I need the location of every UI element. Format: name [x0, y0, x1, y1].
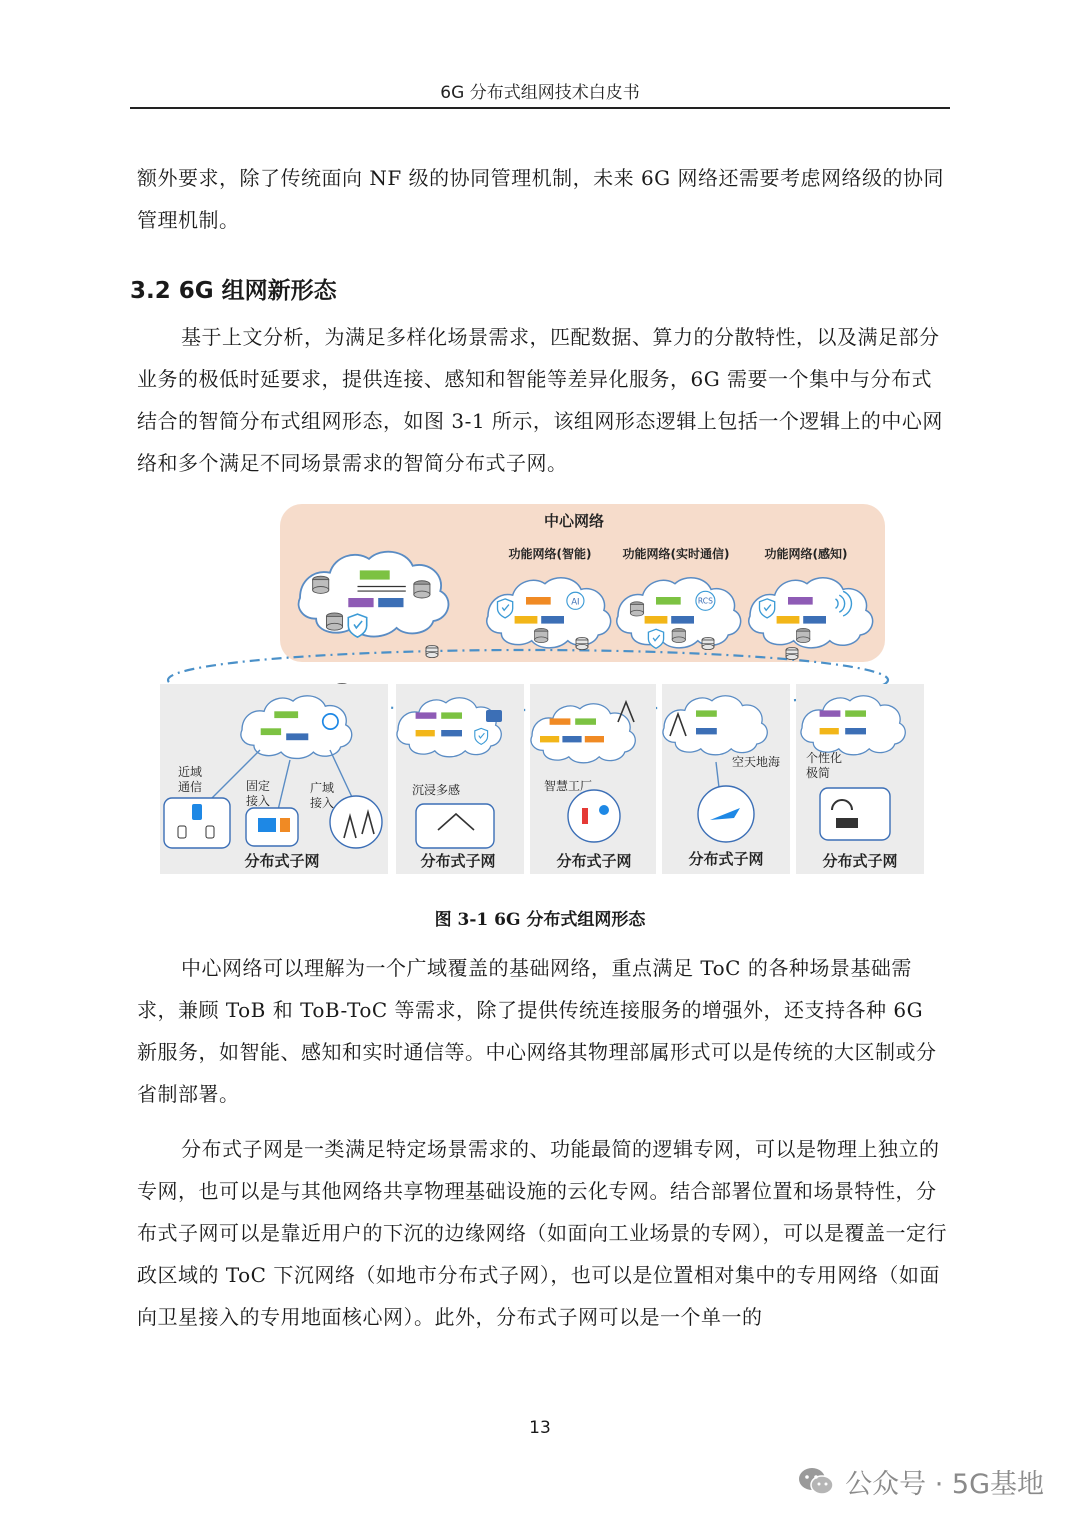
scenario-near-label: 近域通信 — [178, 765, 203, 794]
subnet-label-1: 分布式子网 — [244, 852, 320, 870]
ai-badge: AI — [571, 597, 580, 608]
center-network-title: 中心网络 — [543, 512, 605, 530]
figure-caption: 图 3-1 6G 分布式组网形态 — [434, 910, 646, 930]
watermark — [797, 1462, 1044, 1501]
section-heading: 3.2 6G 组网新形态 — [130, 278, 337, 304]
scenario-wide-label: 广域接入 — [310, 781, 335, 810]
wechat-icon — [797, 1466, 835, 1498]
scenario-personal-label: 个性化极简 — [806, 751, 843, 780]
page-number: 13 — [529, 1418, 551, 1438]
subnet-label-5: 分布式子网 — [822, 852, 898, 870]
paragraph-2: 基于上文分析，为满足多样化场景需求，匹配数据、算力的分散特性，以及满足部分业务的极低时延要求，提供连接、感知和智能等差异化服务，6G 需要一个集中与分布式结合的智简分布式组网形态，如图 3-1 所示，该组网形态逻辑上包括一个逻辑上的中心网络和多个满足不同场景需求的智简分布式子网。 — [137, 325, 943, 475]
figure-distributed-network — [160, 500, 925, 880]
scenario-immersive-label: 沉浸多感 — [412, 783, 461, 797]
scenario-factory-label: 智慧工厂 — [544, 779, 593, 793]
watermark-text: 公众号 · 5G基地 — [845, 1469, 1044, 1500]
paragraph-3: 中心网络可以理解为一个广域覆盖的基础网络，重点满足 ToC 的各种场景基础需求，兼顾 ToB 和 ToB-ToC 等需求，除了提供传统连接服务的增强外，还支持各种 6G 新服务，如智能、感知和实时通信等。中心网络其物理部属形式可以是传统的大区制或分省制部署。 — [137, 956, 937, 1106]
rcs-badge: RCS — [697, 596, 713, 606]
paragraph-1: 额外要求，除了传统面向 NF 级的协同管理机制，未来 6G 网络还需要考虑网络级的协同管理机制。 — [137, 166, 945, 232]
function-network-ai-label: 功能网络(智能) — [508, 547, 592, 561]
page-header: 6G 分布式组网技术白皮书 — [440, 83, 640, 103]
function-network-sense-label: 功能网络(感知) — [764, 547, 848, 561]
paragraph-4: 分布式子网是一类满足特定场景需求的、功能最简的逻辑专网，可以是物理上独立的专网，也可以是与其他网络共享物理基础设施的云化专网。结合部署位置和场景特性，分布式子网可以是靠近用户的下沉的边缘网络（如面向工业场景的专网），可以是覆盖一定行政区域的 ToC 下沉网络（如地市分布式子网），也可以是位置相对集中的专用网络（如面向卫星接入的专用地面核心网）。此外，分布式子网可以是一个单一的 — [137, 1137, 947, 1329]
function-network-rtc-label: 功能网络(实时通信) — [622, 547, 730, 561]
subnet-label-4: 分布式子网 — [688, 850, 764, 868]
subnet-label-3: 分布式子网 — [556, 852, 632, 870]
subnet-label-2: 分布式子网 — [420, 852, 496, 870]
scenario-fixed-label: 固定接入 — [246, 779, 271, 808]
scenario-space-label: 空天地海 — [732, 755, 781, 769]
header-rule — [130, 107, 950, 109]
